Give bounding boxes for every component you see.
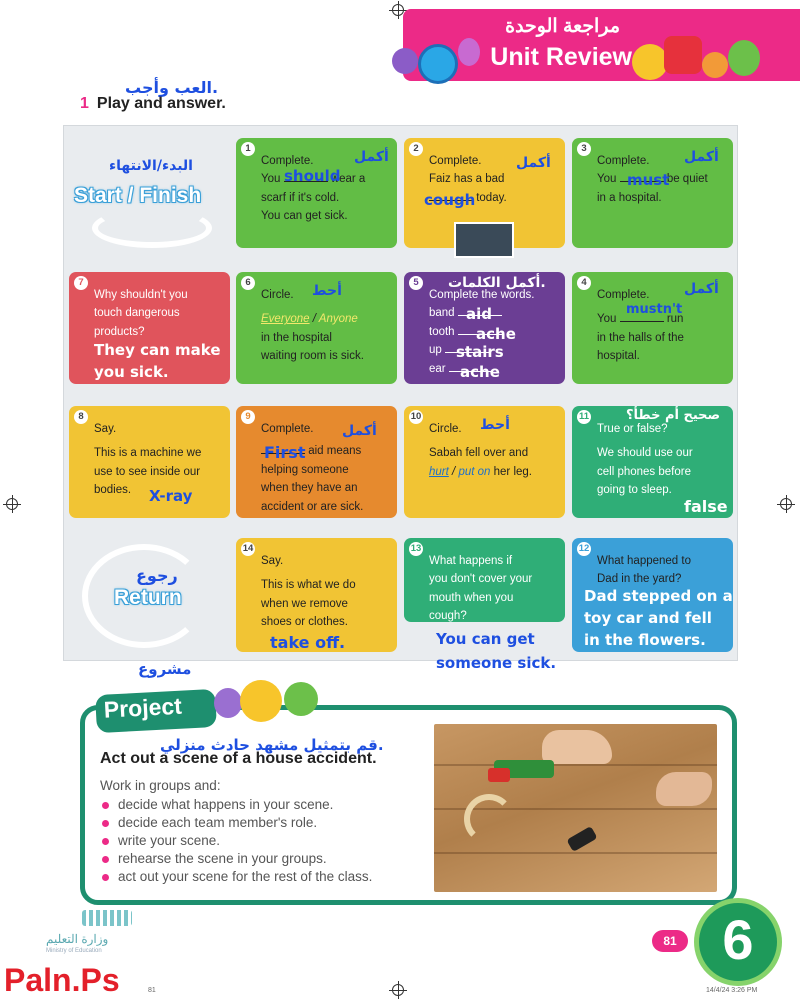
project-note-ar: مشروع [138, 660, 192, 678]
cell-line: What happened to [597, 555, 691, 567]
project-step: write your scene. [100, 832, 372, 850]
project-monster-green-icon [284, 682, 318, 716]
cell-number: 14 [242, 543, 254, 554]
cell-line: you don't cover your [429, 573, 533, 586]
cell-number: 13 [410, 543, 422, 554]
project-title-ar: قم بتمثيل مشهد حادث منزلي. [160, 736, 384, 754]
cell-line: helping someone [261, 463, 349, 476]
banner-title-ar: مراجعة الوحدة [505, 16, 620, 37]
handwritten-answer: cough [424, 191, 476, 209]
project-tag [95, 689, 217, 733]
registration-mark-top [392, 4, 404, 16]
handwritten-answer: aid [466, 305, 493, 323]
cell-line: today. [429, 189, 555, 207]
section-title [80, 95, 226, 113]
cell-note-ar: أكمل [684, 149, 719, 165]
handwritten-answer-13b: someone sick. [436, 654, 557, 672]
cell-line: in the hospital [261, 331, 332, 344]
cell-number: 2 [409, 142, 423, 156]
section-number: 1 [80, 95, 89, 112]
handwritten-answer: ache [476, 325, 516, 343]
toy-car-accident-photo [434, 724, 717, 892]
cell-line: bodies. [94, 484, 132, 497]
handwritten-answer: ache [460, 363, 500, 381]
page-number: 81 [652, 930, 688, 952]
handwritten-answer: must [627, 171, 670, 189]
handwritten-answer: X-ray [149, 487, 193, 505]
project-step: decide each team member's role. [100, 814, 372, 832]
cell-line: tooth [429, 323, 555, 341]
cell-line: shoes or clothes. [261, 616, 348, 629]
handwritten-answer: in the flowers. [584, 631, 706, 649]
monster-blue-icon [418, 44, 458, 84]
cell-line: Faiz has a bad [429, 173, 505, 186]
board-cell-3 [572, 138, 733, 248]
return-label-ar: رجوع [136, 566, 178, 585]
handwritten-answer: false [684, 497, 728, 516]
cell-line: You wear a [261, 173, 366, 186]
cell-line: aid means [261, 442, 387, 460]
board-cell-12 [572, 538, 733, 652]
project-step: act out your scene for the rest of the class. [100, 868, 372, 886]
cell-line: Sabah fell over and [429, 447, 529, 460]
registration-mark-right [780, 498, 792, 510]
cell-number: 8 [74, 410, 88, 424]
cell-note-ar: أحط [480, 417, 510, 433]
cell-line: What happens if [429, 555, 513, 567]
cell-line: up [429, 341, 555, 359]
cell-note-ar: أحط [312, 283, 342, 299]
project-monster-purple-icon [214, 688, 242, 718]
registration-mark-bottom [392, 984, 404, 996]
cell-number: 3 [577, 142, 591, 156]
cell-line: scarf if it's cold. [261, 191, 340, 204]
cell-line: This is what we do [261, 579, 356, 592]
cell-line: ear [429, 360, 555, 378]
cell-line: in a hospital. [597, 191, 662, 204]
cell-number: 6 [241, 276, 255, 290]
cell-line: You run [597, 313, 684, 326]
handwritten-answer: mustn't [626, 302, 683, 317]
project-step: rehearse the scene in your groups. [100, 850, 372, 868]
board-cell-14 [236, 538, 397, 652]
cell-heading: Complete. [597, 155, 650, 167]
cell-heading: Complete. [429, 155, 482, 167]
ministry-name-en: Ministry of Education [46, 948, 102, 954]
cell-line: You can get sick. [261, 210, 348, 223]
project-title: Act out a scene of a house accident. [100, 750, 377, 767]
cell-line: cough? [429, 610, 467, 623]
cell-line: when they have an [261, 482, 358, 495]
handwritten-answer: They can make [94, 341, 221, 359]
cell-line: You be quiet [597, 173, 708, 186]
cell-line: cell phones before [597, 465, 691, 478]
cell-line: waiting room is sick. [261, 350, 364, 363]
cell-line: Why shouldn't you [94, 289, 188, 301]
print-slug-left: 81 [148, 987, 156, 994]
monster-orange-icon [702, 52, 728, 78]
monster-pink-icon [458, 38, 480, 66]
handwritten-answer: should [284, 167, 341, 185]
cell-heading: Complete. [261, 423, 314, 435]
cell-line: hurt / put on her leg. [429, 465, 532, 478]
board-cell-2 [404, 138, 565, 248]
project-steps [100, 796, 372, 886]
handwritten-answer: Dad stepped on a [584, 587, 733, 605]
start-finish-label: Start / Finish [74, 184, 202, 207]
cell-line: accident or are sick. [261, 500, 364, 513]
project-label: Project [103, 692, 183, 723]
cell-line: touch dangerous [94, 307, 180, 320]
cell-heading: Circle. [429, 423, 462, 435]
cell-line: hospital. [597, 350, 640, 363]
cell-note-ar: أكمل [684, 281, 719, 297]
cell-number: 10 [410, 411, 422, 422]
coughing-boy-photo [454, 222, 514, 258]
cell-note-ar: صحيح أم خطأ؟ [626, 408, 721, 423]
cell-number: 11 [578, 411, 590, 422]
cell-heading: Say. [261, 555, 284, 567]
handwritten-answer: stairs [456, 343, 504, 361]
board-cell-4 [572, 272, 733, 384]
board-cell-1 [236, 138, 397, 248]
cell-note-ar: أكمل [342, 423, 377, 439]
cell-line: mouth when you [429, 591, 514, 604]
cell-line: Dad in the yard? [597, 573, 682, 586]
banner-title: Unit Review [490, 43, 632, 71]
cell-line: products? [94, 325, 145, 338]
cell-line: going to sleep. [597, 484, 672, 497]
handwritten-answer: First [264, 443, 306, 462]
cell-heading: Circle. [261, 289, 294, 301]
unit-number-badge [694, 898, 782, 986]
cell-note-ar: أكمل [516, 155, 551, 171]
cell-note-ar: أكمل [354, 149, 389, 165]
unit-number: 6 [722, 908, 754, 971]
monster-purple-icon [392, 48, 418, 74]
board-cell-6 [236, 272, 397, 384]
cell-line: in the halls of the [597, 331, 684, 344]
section-title-text: Play and answer. [96, 95, 226, 112]
cell-number: 7 [74, 276, 88, 290]
watermark: Paln.Ps [4, 962, 120, 998]
print-slug-right: 14/4/24 3:26 PM [706, 987, 758, 994]
cell-number: 5 [409, 276, 423, 290]
cell-line: Everyone / Anyone [261, 313, 358, 326]
return-arrow-icon [82, 544, 206, 648]
sun-character-icon [632, 44, 668, 80]
section-note-ar: العب وأجب. [125, 78, 219, 97]
start-label-ar: البدء/الانتهاء [109, 158, 193, 174]
board-cell-13 [404, 538, 565, 622]
cell-number: 1 [241, 142, 255, 156]
monster-red-icon [664, 36, 702, 74]
handwritten-answer-13a: You can get [436, 630, 535, 648]
cell-heading: Complete. [597, 289, 650, 301]
cell-heading: True or false? [597, 423, 668, 435]
handwritten-answer: you sick. [94, 363, 169, 381]
cell-number: 4 [577, 276, 591, 290]
board-cell-11 [572, 406, 733, 518]
board-cell-8 [69, 406, 230, 518]
cell-line: when we remove [261, 597, 348, 610]
registration-mark-left [6, 498, 18, 510]
start-arrow-icon [92, 208, 212, 248]
board-cell-5 [404, 272, 565, 384]
foot-shape [542, 730, 612, 764]
toy-train-car-icon [488, 768, 510, 782]
cell-line: We should use our [597, 447, 693, 460]
handwritten-answer: take off. [270, 633, 346, 652]
wooden-track [464, 794, 514, 844]
monster-green-icon [728, 40, 760, 76]
cell-number: 9 [241, 410, 255, 424]
project-intro: Work in groups and: [100, 778, 221, 793]
cell-line: use to see inside our [94, 465, 201, 478]
ministry-name-ar: وزارة التعليم [46, 932, 109, 946]
handwritten-answer: toy car and fell [584, 609, 712, 627]
cell-line: band [429, 304, 555, 322]
project-sun-icon [240, 680, 282, 722]
cell-heading: Say. [94, 423, 117, 435]
cell-line: This is a machine we [94, 447, 202, 460]
foot-shape [656, 772, 712, 806]
cell-note-ar: أكمل الكلمات. [448, 275, 546, 291]
board-cell-7 [69, 272, 230, 384]
board-cell-10 [404, 406, 565, 518]
cell-heading: Complete. [261, 155, 314, 167]
return-label: Return [114, 586, 182, 609]
cell-heading: Complete the words. [429, 289, 535, 301]
toy-train-black-icon [566, 826, 597, 852]
cell-number: 12 [578, 543, 590, 554]
ministry-logo [40, 910, 140, 960]
board-cell-9 [236, 406, 397, 518]
project-step: decide what happens in your scene. [100, 796, 372, 814]
